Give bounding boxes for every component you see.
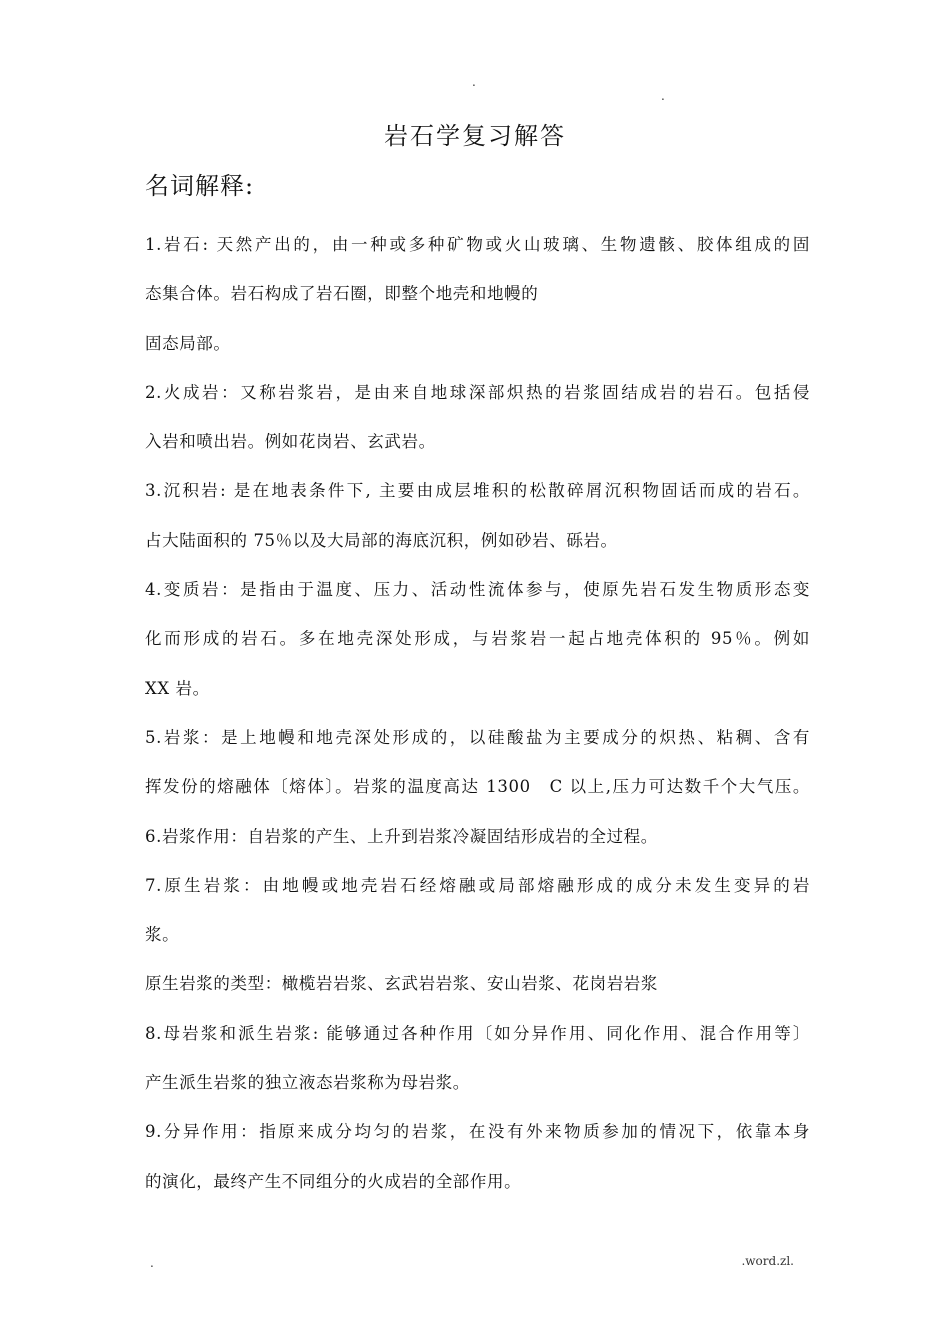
text-line: 占大陆面积的 75％以及大局部的海底沉积，例如砂岩、砾岩。 xyxy=(145,530,618,550)
text-line: 浆。 xyxy=(145,925,180,945)
section-heading: 名词解释: xyxy=(145,172,255,200)
text-line: 6.岩浆作用：自岩浆的产生、上升到岩浆冷凝固结形成岩的全过程。 xyxy=(145,826,658,846)
text-line: 9.分异作用：指原来成分均匀的岩浆，在没有外来物质参加的情况下，依靠本身 xyxy=(145,1122,810,1142)
text-line: 1.岩石: 天然产出的，由一种或多种矿物或火山玻璃、生物遗骸、胶体组成的固 xyxy=(145,235,810,254)
text-line: 的演化，最终产生不同组分的火成岩的全部作用。 xyxy=(145,1171,522,1191)
text-line: 7.原生岩浆：由地幔或地壳岩石经熔融或局部熔融形成的成分未发生变异的岩 xyxy=(145,875,810,895)
text-line: XX 岩。 xyxy=(145,678,210,698)
text-line: 固态局部。 xyxy=(145,333,231,353)
text-line: 挥发份的熔融体〔熔体〕。岩浆的温度高达 1300 C 以上,压力可达数千个大气压。 xyxy=(145,777,810,797)
text-line: 原生岩浆的类型：橄榄岩岩浆、玄武岩岩浆、安山岩浆、花岗岩岩浆 xyxy=(145,974,658,994)
text-line: 4.变质岩：是指由于温度、压力、活动性流体参与，使原先岩石发生物质形态变 xyxy=(145,580,810,600)
header-dot-right: . xyxy=(661,89,665,103)
header-dot-left: . xyxy=(472,75,476,89)
text-line: 5.岩浆：是上地幔和地壳深处形成的，以硅酸盐为主要成分的炽热、粘稠、含有 xyxy=(145,727,810,747)
text-line: 态集合体。岩石构成了岩石圈，即整个地壳和地幔的 xyxy=(145,284,539,304)
text-line: 产生派生岩浆的独立液态岩浆称为母岩浆。 xyxy=(145,1073,470,1093)
text-line: 入岩和喷出岩。例如花岗岩、玄武岩。 xyxy=(145,432,436,452)
footer-dot: . xyxy=(150,1256,154,1270)
page-title: 岩石学复习解答 xyxy=(384,122,566,150)
document-body xyxy=(145,220,810,1206)
text-line: 8.母岩浆和派生岩浆: 能够通过各种作用〔如分异作用、同化作用、混合作用等〕 xyxy=(145,1023,810,1043)
text-line: 2.火成岩：又称岩浆岩，是由来自地球深部炽热的岩浆固结成岩的岩石。包括侵 xyxy=(145,382,810,402)
text-line: 3.沉积岩: 是在地表条件下, 主要由成层堆积的松散碎屑沉积物固话而成的岩石。 xyxy=(145,481,810,501)
text-line: 化而形成的岩石。多在地壳深处形成，与岩浆岩一起占地壳体积的 95％。例如 xyxy=(145,629,810,649)
footer-text: .word.zl. xyxy=(741,1254,794,1268)
